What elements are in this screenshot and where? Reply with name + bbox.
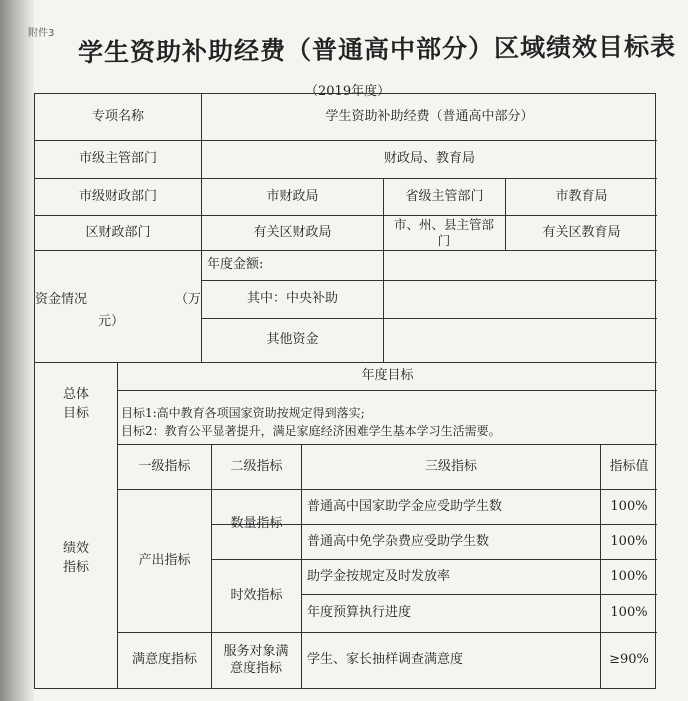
service-satisfaction-label: 服务对象满意度指标 <box>223 644 289 676</box>
district-finance-label: 区财政部门 <box>85 224 151 240</box>
goal-1: 目标1:高中教育各项国家资助按规定得到落实; <box>121 405 365 420</box>
col-level2-header: 二级指标 <box>230 458 283 474</box>
indicator-item-value: 100% <box>610 605 648 621</box>
indicator-item-name: 助学金按规定及时发放率 <box>307 568 451 584</box>
page-title: 学生资助补助经费（普通高中部分）区域绩效目标表 <box>77 31 677 68</box>
annual-goal-header: 年度目标 <box>361 368 414 384</box>
performance-indicator-label: 绩效指标 <box>63 541 90 575</box>
annual-amount-label: 年度金额: <box>207 257 264 273</box>
satisfaction-indicator-label: 满意度指标 <box>131 652 197 668</box>
timeliness-indicator-label: 时效指标 <box>230 587 283 603</box>
output-indicator-label: 产出指标 <box>138 552 191 568</box>
indicator-item-value: ≥90% <box>609 652 649 668</box>
year-label: （2019年度） <box>305 84 391 99</box>
performance-table <box>34 93 656 689</box>
prov-dept-label: 省级主管部门 <box>405 188 484 204</box>
prov-dept-value: 市教育局 <box>555 188 608 204</box>
goal-2: 目标2：教育公平显著提升，满足家庭经济困难学生基本学习生活需要。 <box>121 423 501 438</box>
indicator-item-name: 学生、家长抽样调查满意度 <box>307 652 464 668</box>
other-funds-label: 其他资金 <box>266 332 319 348</box>
other-funds-value <box>384 319 657 362</box>
attachment-label: 附件3 <box>28 28 55 39</box>
col-level3-header: 三级指标 <box>424 458 477 474</box>
page-binding-shadow <box>0 0 34 701</box>
funds-unit-open: （万 <box>174 291 201 307</box>
project-name-value: 学生资助补助经费（普通高中部分） <box>325 108 534 124</box>
county-dept-label: 市、州、县主管部门 <box>393 217 494 248</box>
indicator-item-name: 普通高中免学杂费应受助学生数 <box>307 533 490 549</box>
annual-amount-value <box>384 251 657 280</box>
indicator-item-name: 普通高中国家助学金应受助学生数 <box>307 498 503 514</box>
city-dept-value: 财政局、教育局 <box>383 151 475 167</box>
city-dept-label: 市级主管部门 <box>78 151 157 167</box>
project-name-label: 专项名称 <box>91 108 144 124</box>
central-subsidy-value <box>384 281 657 318</box>
indicator-item-value: 100% <box>610 533 648 549</box>
col-level1-header: 一级指标 <box>138 458 191 474</box>
col-value-header: 指标值 <box>609 458 649 474</box>
county-dept-value: 有关区教育局 <box>542 224 621 240</box>
indicator-item-value: 100% <box>610 498 648 514</box>
central-subsidy-label: 其中：中央补助 <box>246 291 338 307</box>
district-finance-value: 有关区财政局 <box>253 224 332 240</box>
overall-goal-label: 总体目标 <box>63 387 90 421</box>
quantity-indicator-label: 数量指标 <box>230 516 283 532</box>
city-finance-label: 市级财政部门 <box>78 188 157 204</box>
indicator-item-name: 年度预算执行进度 <box>307 605 412 621</box>
funds-unit-close: 元） <box>97 313 124 329</box>
funds-label: 资金情况 <box>35 291 88 307</box>
indicator-item-value: 100% <box>610 568 648 584</box>
city-finance-value: 市财政局 <box>266 188 319 204</box>
